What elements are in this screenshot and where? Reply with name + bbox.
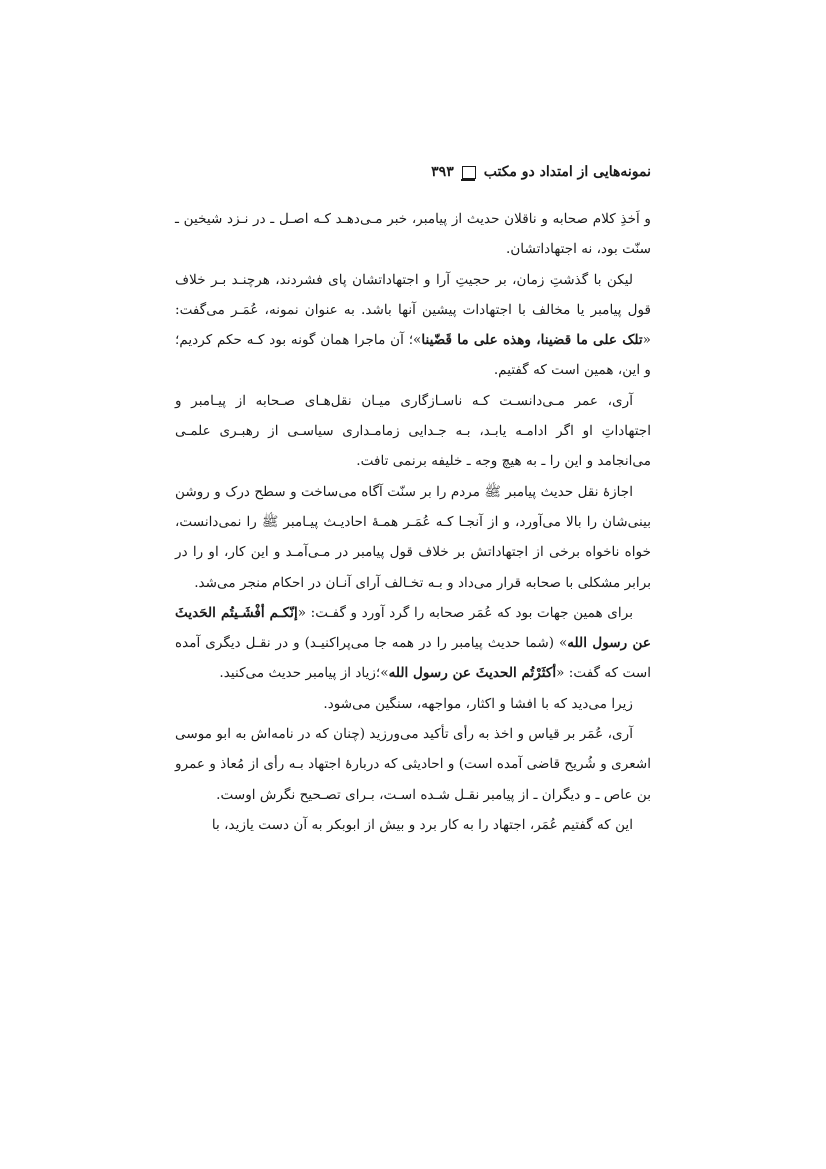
paragraph [175,719,651,810]
square-ornament-icon [462,166,476,179]
paragraph [175,810,651,840]
paragraph [175,265,651,386]
paragraph-text: آری، عُمَر بر قیاس و اخذ به رأی تأکید می‌ورزید (چنان که در نامه‌اش به ابو موسی اشعری و شُریح قاضی آمده است) و احادیثی که دربارهٔ اجتهاد بـه رأی از مُعاذ و عمرو بن عاص ـ و دیگران ـ از پیامبر نقـل شـده اسـت، بـرای تصـحیح نگرش اوست. [175,726,651,803]
paragraph [175,386,651,477]
paragraph [175,598,651,689]
paragraph-text: زیرا می‌دید که با افشا و اکثار، مواجهه، سنگین می‌شود. [323,695,633,712]
running-header [175,160,651,184]
paragraph-text: این که گفتیم عُمَر، اجتهاد را به کار برد و بیش از ابوبکر به آن دست یازید، با [211,816,633,833]
paragraph [175,477,651,598]
paragraph-text: »؛ آن ماجرا همان گونه بود کـه حکم کردیم؛ و این، همین است که گفتیم. [175,332,651,379]
arabic-quote: أکثَرْتُم الحدیثَ عن رسول الله [388,665,557,682]
body-text [175,204,651,840]
paragraph [175,204,651,265]
page [175,160,651,840]
paragraph-text: لیکن با گذشتِ زمان، بر حجیتِ آرا و اجتهاداتشان پای فشردند، هرچنـد بـر خلاف قول پیامبر یا مخالف با اجتهادات پیشین آنها باشد. به عنوان نمونه، عُمَـر می‌گفت: « [175,271,651,349]
arabic-quote: تلک علی ما قضینا، وهذه علی ما قَضّینا [421,332,643,349]
paragraph-text: »؛زیاد از پیامبر حدیث می‌کنید. [219,665,389,682]
paragraph-text: » (شما حدیث پیامبر را در همه جا می‌پراکنیـد) و در نقـل دیگری آمده است که گفت: « [175,635,651,682]
header-title: نمونه‌هایی از امتداد دو مکتب [483,164,651,180]
page-number: ۳۹۳ [431,164,454,180]
arabic-quote: إنّکـم أفْشَـیتُم الحَدیثَ عن رسول الله [175,604,651,652]
paragraph-text: اجازهٔ نقل حدیث پیامبر ﷺ مردم را بر سنّت آگاه می‌ساخت و سطح درک و روشن بینی‌شان را بالا می‌آورد، و از آنجـا کـه عُمَـر همـهٔ احادیـث پیـامبر ﷺ را نمی‌دانست، خواه ناخواه برخی از اجتهاداتش بر خلاف قول پیامبر در مـی‌آمـد و این کار، او را در برابر مشکلی با صحابه قرار می‌داد و بـه تخـالف آرای آنـان در احکام منجر می‌شد. [175,483,651,591]
paragraph-text: آری، عمر مـی‌دانسـت کـه ناسـازگاری میـان نقل‌هـای صـحابه از پیـامبر و اجتهاداتِ او اگر ادامـه یابـد، بـه جـدایی زمامـداری سیاسـی از رهبـری علمـی می‌انجامد و این را ـ به هیچ وجه ـ خلیفه برنمی تافت. [175,392,651,470]
paragraph-text: برای همین جهات بود که عُمَر صحابه را گرد آورد و گفـت: « [297,604,633,621]
paragraph-text: و اَخذِ کلام صحابه و ناقلان حدیث از پیامبر، خبر مـی‌دهـد کـه اصـل ـ در نـزد شیخین ـ سنّت بود، نه اجتهاداتشان. [175,211,651,258]
paragraph [175,689,651,719]
